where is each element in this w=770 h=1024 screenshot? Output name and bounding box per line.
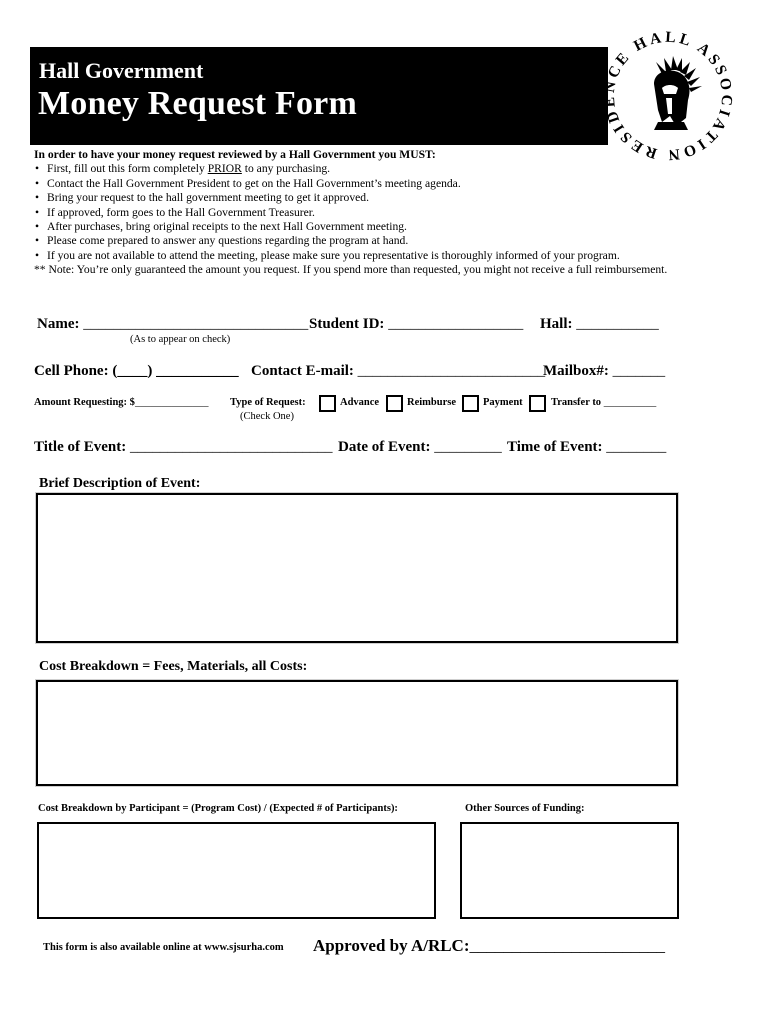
hall-field[interactable] xyxy=(540,316,659,333)
event-date-field[interactable] xyxy=(338,439,502,456)
mailbox-label: Mailbox#: xyxy=(543,363,609,379)
instruction-item: • After purchases, bring original receipts to the next Hall Government meeting. xyxy=(34,220,714,234)
instruction-item xyxy=(34,162,714,176)
event-time-field[interactable] xyxy=(507,439,666,456)
per-participant-heading: Cost Breakdown by Participant = (Program Cost) / (Expected # of Participants): xyxy=(38,803,398,814)
email-label: Contact E-mail: xyxy=(251,363,354,379)
description-heading: Brief Description of Event: xyxy=(39,476,201,491)
student-id-line[interactable]: __________________ xyxy=(388,316,524,332)
mailbox-line[interactable]: _______ xyxy=(612,363,666,379)
transfer-option-label: Transfer to xyxy=(551,397,602,408)
cell-phone-field[interactable]: Cell Phone: (____) ___________ xyxy=(34,363,239,379)
other-funding-box[interactable] xyxy=(460,822,679,919)
instructions-list xyxy=(34,162,714,263)
payment-checkbox[interactable] xyxy=(462,395,479,412)
hall-label: Hall: xyxy=(540,316,573,332)
instructions-block xyxy=(34,148,714,278)
instruction-item-text: to any purchasing. xyxy=(241,162,331,176)
form-title: Money Request Form xyxy=(38,85,357,122)
event-date-line[interactable]: _________ xyxy=(434,439,502,455)
mailbox-field[interactable] xyxy=(543,363,665,380)
advance-option-label: Advance xyxy=(340,397,380,408)
event-time-line[interactable]: ________ xyxy=(606,439,667,455)
cost-breakdown-heading: Cost Breakdown = Fees, Materials, all Costs: xyxy=(39,659,308,674)
name-label: Name: xyxy=(37,316,80,332)
logo-ring-textpath: RESIDENCE HALL ASSOCIATION xyxy=(600,28,736,164)
event-title-field[interactable] xyxy=(34,439,332,456)
event-date-label: Date of Event: xyxy=(338,439,431,455)
instruction-item: • Contact the Hall Government President to get on the Hall Government’s meeting agenda. xyxy=(34,177,714,191)
reimburse-option-label: Reimburse xyxy=(407,397,456,408)
student-id-field[interactable] xyxy=(309,316,523,333)
online-availability-note: This form is also available online at www.sjsurha.com xyxy=(43,942,284,953)
spartan-helmet-icon xyxy=(654,56,702,130)
event-time-label: Time of Event: xyxy=(507,439,603,455)
approval-label: Approved by A/RLC: xyxy=(313,936,470,955)
amount-field[interactable] xyxy=(34,397,208,408)
instruction-item-text: First, fill out this form completely xyxy=(47,162,208,176)
header-banner xyxy=(30,47,608,145)
instruction-item: • If approved, form goes to the Hall Government Treasurer. xyxy=(34,206,714,220)
request-type-label: Type of Request: xyxy=(230,397,306,408)
amount-label: Amount Requesting: $ xyxy=(34,397,135,408)
description-box[interactable] xyxy=(36,493,678,643)
approval-field[interactable] xyxy=(313,936,665,956)
name-field[interactable] xyxy=(37,316,308,333)
per-participant-box[interactable] xyxy=(37,822,436,919)
advance-checkbox[interactable] xyxy=(319,395,336,412)
reimbursement-note: ** Note: You’re only guaranteed the amount you request. If you spend more than requested, you might not receive a full reimbursement. xyxy=(34,263,668,277)
instruction-item: • Bring your request to the hall government meeting to get it approved. xyxy=(34,191,714,205)
transfer-line[interactable]: __________ xyxy=(603,397,657,408)
approval-line[interactable]: _______________________ xyxy=(469,936,665,955)
reimburse-checkbox[interactable] xyxy=(386,395,403,412)
amount-line[interactable]: ______________ xyxy=(134,397,209,408)
instructions-lead: In order to have your money request reviewed by a Hall Government you MUST: xyxy=(34,148,436,161)
hall-line[interactable]: ___________ xyxy=(576,316,659,332)
event-title-line[interactable]: ___________________________ xyxy=(129,439,333,455)
instruction-item: • If you are not available to attend the meeting, please make sure you representative is thoroughly informed of your program. xyxy=(34,249,714,263)
header-subtitle: Hall Government xyxy=(39,58,204,83)
transfer-checkbox[interactable] xyxy=(529,395,546,412)
name-hint: (As to appear on check) xyxy=(130,334,231,345)
cost-breakdown-box[interactable] xyxy=(36,680,678,786)
student-id-label: Student ID: xyxy=(309,316,385,332)
email-line[interactable]: _________________________ xyxy=(357,363,546,379)
payment-option-label: Payment xyxy=(483,397,523,408)
event-title-label: Title of Event: xyxy=(34,439,127,455)
transfer-field[interactable] xyxy=(551,397,656,408)
instruction-emphasis: PRIOR xyxy=(207,162,242,176)
email-field[interactable] xyxy=(251,363,545,380)
instruction-item: • Please come prepared to answer any questions regarding the program at hand. xyxy=(34,234,714,248)
request-type-hint: (Check One) xyxy=(240,411,294,422)
name-line[interactable]: ______________________________ xyxy=(83,316,309,332)
other-funding-heading: Other Sources of Funding: xyxy=(465,803,585,814)
